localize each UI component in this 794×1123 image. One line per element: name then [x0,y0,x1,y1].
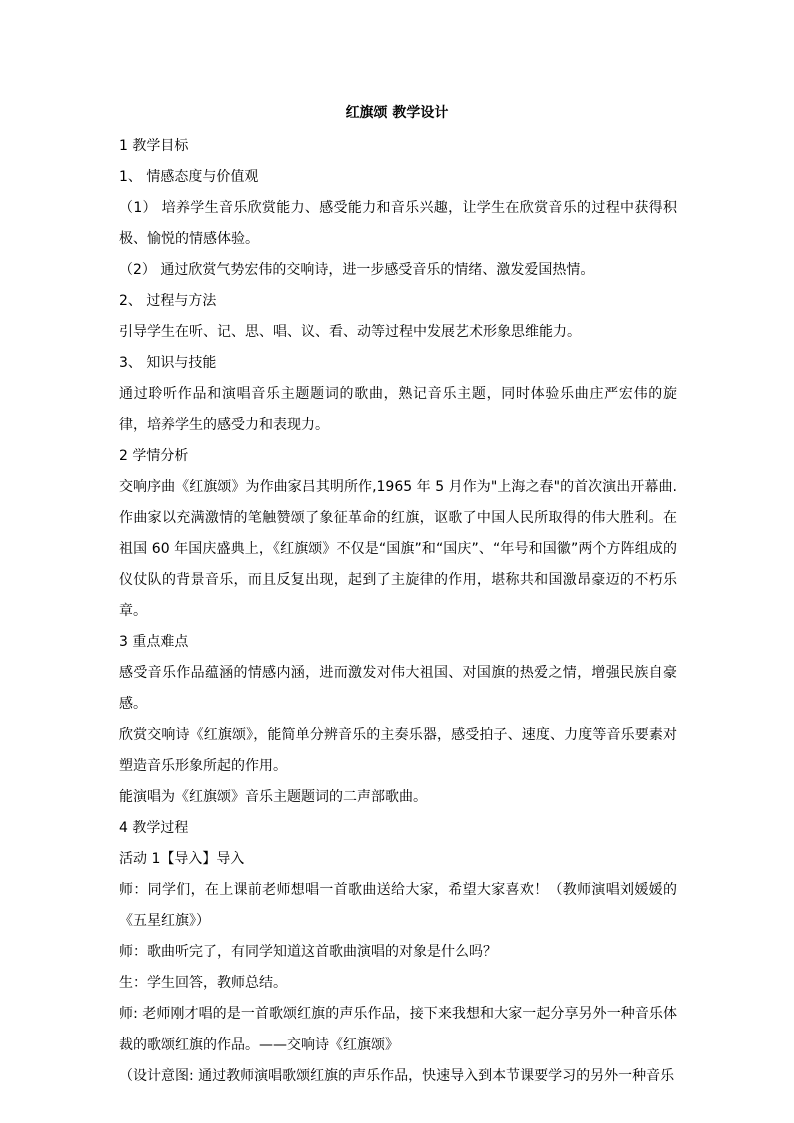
paragraph: 感受音乐作品蕴涵的情感内涵，进而激发对伟大祖国、对国旗的热爱之情，增强民族自豪感。 [119,665,677,712]
paragraph: 欣赏交响诗《红旗颂》，能简单分辨音乐的主奏乐器，感受拍子、速度、力度等音乐要素对塑造音乐形象所起的作用。 [119,727,677,774]
section-heading: 2 学情分析 [119,448,189,464]
document-body [119,131,677,1092]
paragraph: （2） 通过欣赏气势宏伟的交响诗，进一步感受音乐的情绪、激发爱国热情。 [119,262,595,278]
section-heading: 4 教学过程 [119,820,189,836]
design-note: （设计意图: 通过教师演唱歌颂红旗的声乐作品，快速导入到本节课要学习的另外一种音乐 [119,1068,675,1084]
activity-heading: 活动 1【导入】导入 [119,851,245,867]
subsection-heading: 2、 过程与方法 [119,293,217,309]
dialog-paragraph: 生：学生回答，教师总结。 [119,975,287,991]
document-title: 红旗颂 教学设计 [345,105,449,121]
section-heading: 1 教学目标 [119,138,189,154]
section-heading: 3 重点难点 [119,634,189,650]
dialog-paragraph: 师：同学们，在上课前老师想唱一首歌曲送给大家，希望大家喜欢！（教师演唱刘媛媛的《五星红旗》） [119,882,677,929]
paragraph: 能演唱为《红旗颂》音乐主题题词的二声部歌曲。 [119,789,427,805]
subsection-heading: 1、 情感态度与价值观 [119,169,259,185]
paragraph: （1） 培养学生音乐欣赏能力、感受能力和音乐兴趣，让学生在欣赏音乐的过程中获得积极、愉悦的情感体验。 [119,200,677,247]
subsection-heading: 3、 知识与技能 [119,355,217,371]
paragraph: 通过聆听作品和演唱音乐主题题词的歌曲，熟记音乐主题，同时体验乐曲庄严宏伟的旋律，培养学生的感受力和表现力。 [119,386,677,433]
paragraph: 交响序曲《红旗颂》为作曲家吕其明所作,1965 年 5 月作为"上海之春"的首次演出开幕曲.作曲家以充满激情的笔触赞颂了象征革命的红旗，讴歌了中国人民所取得的伟大胜利。在祖国 60 年国庆盛典上，《红旗颂》不仅是“国旗”和“国庆”、“年号和国徽”两个方阵组成的仪仗队的背景音乐，而且反复出现，起到了主旋律的作用，堪称共和国激昂豪迈的不朽乐章。 [119,479,677,619]
dialog-paragraph: 师：歌曲听完了，有同学知道这首歌曲演唱的对象是什么吗？ [119,944,497,960]
paragraph: 引导学生在听、记、思、唱、议、看、动等过程中发展艺术形象思维能力。 [119,324,581,340]
dialog-paragraph: 师: 老师刚才唱的是一首歌颂红旗的声乐作品，接下来我想和大家一起分享另外一种音乐体裁的歌颂红旗的作品。——交响诗《红旗颂》 [119,1006,677,1053]
